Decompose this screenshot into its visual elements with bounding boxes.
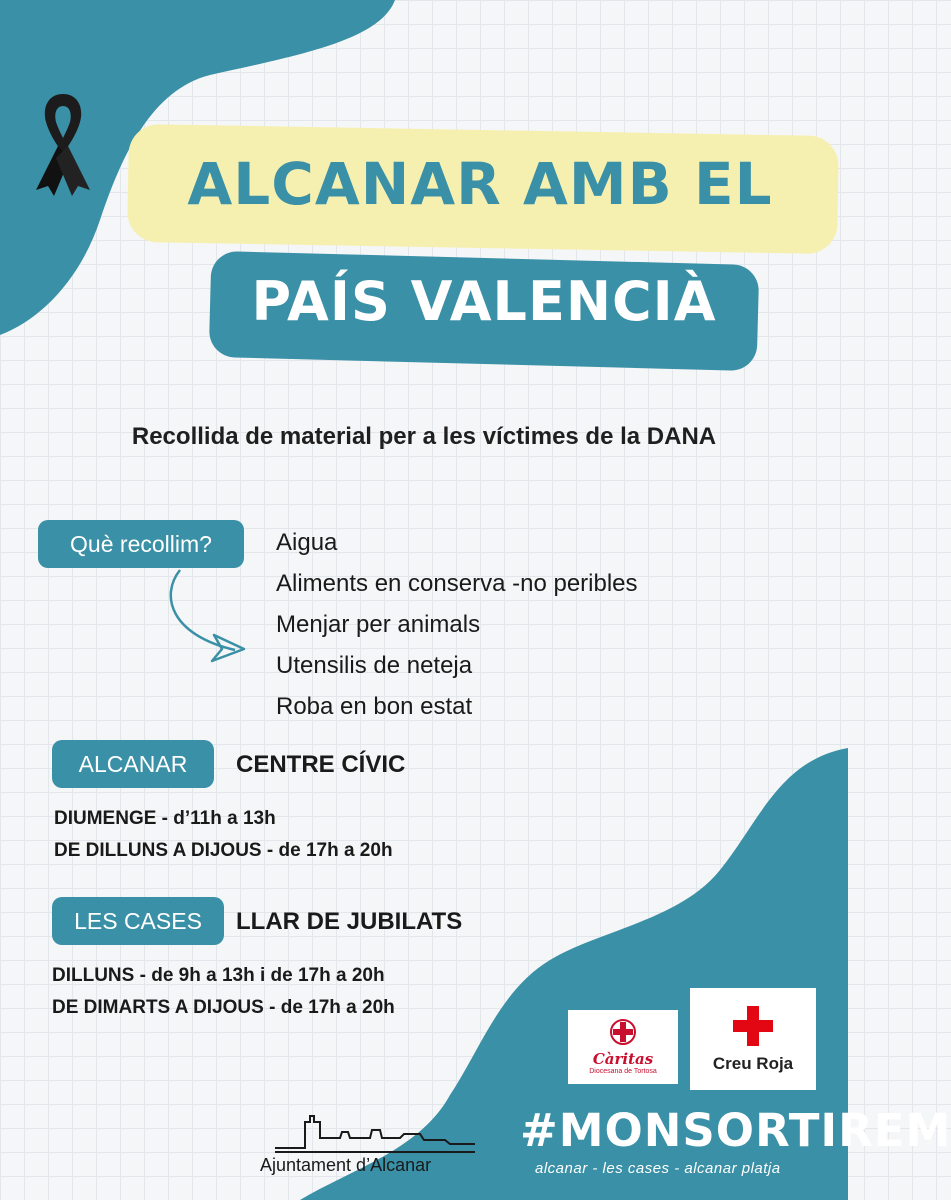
hashtag: #MONSORTIREM [520,1104,951,1157]
ajuntament-label: Ajuntament d’Alcanar [260,1155,432,1175]
list-item: Aigua [276,529,338,556]
red-cross-icon [733,1006,773,1046]
place-llar-de-jubilats: LLAR DE JUBILATS [236,908,463,935]
creu-roja-logo [690,988,816,1090]
schedule-line: DE DILLUNS A DIJOUS - de 17h a 20h [54,840,393,861]
list-item: Menjar per animals [276,611,481,638]
town-pill-alcanar [52,740,214,788]
title-line-2: PAÍS VALENCIÀ [251,270,717,333]
schedule-alcanar [54,803,393,867]
list-item: Roba en bon estat [276,693,473,720]
caritas-label: Càritas [592,1050,654,1068]
schedule-les-cases [52,960,395,1024]
place-centre-civic: CENTRE CÍVIC [236,751,406,778]
collect-items-list [276,522,638,727]
creu-roja-label: Creu Roja [712,1054,794,1073]
subtitle: Recollida de material per a les víctimes de la DANA [131,423,717,450]
caritas-logo [568,1010,678,1084]
collect-label: Què recollim? [70,530,212,557]
hashtag-tagline: alcanar - les cases - alcanar platja [535,1160,781,1177]
town-label: LES CASES [74,907,202,934]
town-skyline-icon [270,1108,480,1154]
curved-arrow-icon [150,565,260,675]
mourning-ribbon-icon [28,88,98,198]
caritas-sublabel: Diocesana de Tortosa [589,1068,657,1075]
caritas-cross-icon [608,1016,638,1048]
town-pill-les-cases [52,897,224,945]
town-label: ALCANAR [78,750,188,777]
list-item: Utensilis de neteja [276,652,473,679]
schedule-line: DE DIMARTS A DIJOUS - de 17h a 20h [52,997,395,1018]
schedule-line: DILLUNS - de 9h a 13h i de 17h a 20h [52,965,385,986]
schedule-line: DIUMENGE - d’11h a 13h [54,808,276,829]
list-item: Aliments en conserva -no peribles [276,570,638,597]
title-line-1: ALCANAR AMB EL [187,150,773,218]
collect-label-pill [38,520,244,568]
